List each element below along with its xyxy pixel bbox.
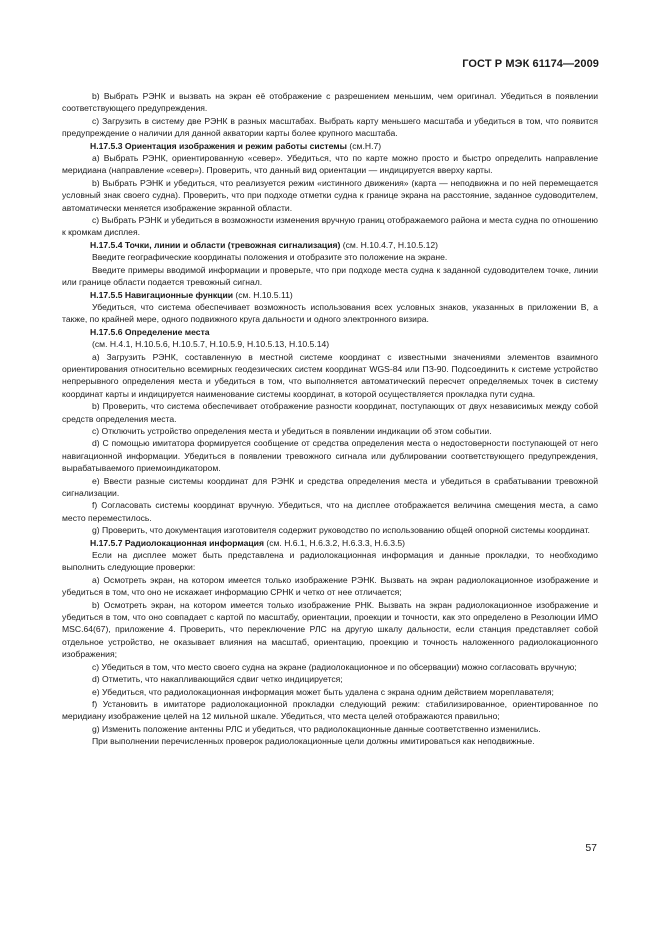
paragraph-text: a) Осмотреть экран, на котором имеется только изображение РЭНК. Вызвать на экран радиолокационное изображение и убедиться в том, что оно не искажает информацию СРНК и четко от нее отличается; — [62, 574, 598, 598]
paragraph — [62, 673, 598, 685]
paragraph — [62, 698, 598, 723]
paragraph-text: c) Выбрать РЭНК и убедиться в возможности изменения вручную границ отображаемого района и места судна по отношению к кромкам дисплея. — [62, 215, 598, 238]
document-body — [62, 90, 598, 748]
section-heading — [62, 239, 598, 251]
paragraph-text: f) Установить в имитаторе радиолокационной прокладки следующий режим: стабилизированное, ориентированное по меридиану изображение целей на 12 мильной шкале. Убедиться, что места целей отображаются правильно; — [62, 698, 598, 722]
paragraph-text: c) Загрузить в систему две РЭНК в разных масштабах. Выбрать карту меньшего масштаба и убедиться в том, что появится предупреждение о наличии для данной акватории карты более крупного масштаба. — [62, 115, 598, 139]
paragraph-text: f) Согласовать системы координат вручную. Убедиться, что на дисплее отображается величина смещения места, а само место переместилось. — [62, 500, 598, 523]
paragraph — [62, 437, 598, 474]
paragraph-text: b) Проверить, что система обеспечивает отображение разности координат, поступающих от двух независимых между собой средств определения места. — [62, 401, 598, 424]
paragraph-text: (см. Н.6.1, Н.6.3.2, Н.6.3.3, Н.6.3.5) — [263, 537, 406, 548]
paragraph — [62, 214, 598, 239]
paragraph-text: b) Выбрать РЭНК и убедиться, что реализуется режим «истинного движения» (карта — неподвижна и по ней перемещается условный знак своего судна). Проверить, что при подходе отметки судна к границе экрана на расстояние, заданное судоводителем, автоматически меняется изображение экранной области. — [62, 177, 598, 213]
paragraph-text: Если на дисплее может быть представлена и радиолокационная информация и данные прокладки, то необходимо выполнить следующие проверки: — [62, 550, 598, 573]
paragraph-text: d) С помощью имитатора формируется сообщение от средства определения места о недостоверности поступающей от него навигационной информации. Убедиться в появлении тревожного сигнала или дублировании соответствующего предупреждения, вырабатываемого приемоиндикатором. — [62, 438, 598, 474]
paragraph — [62, 661, 598, 673]
paragraph-text: g) Проверить, что документация изготовителя содержит руководство по использованию общей опорной системы координат. — [92, 525, 590, 536]
paragraph — [62, 475, 598, 500]
paragraph-text: При выполнении перечисленных проверок радиолокационные цели должны имитироваться как неподвижные. — [92, 736, 535, 747]
paragraph — [62, 338, 598, 350]
section-heading — [62, 537, 598, 549]
paragraph — [62, 90, 598, 115]
paragraph — [62, 301, 598, 326]
section-heading — [62, 140, 598, 152]
paragraph — [62, 499, 598, 524]
section-heading-title: Н.17.5.3 Ориентация изображения и режим работы системы — [90, 140, 348, 151]
paragraph — [62, 549, 598, 574]
section-heading-title: Н.17.5.4 Точки, линии и области (тревожная сигнализация) — [90, 239, 341, 250]
paragraph-text: a) Загрузить РЭНК, составленную в местной системе координат с известными значениями элементов взаимного ориентирования относительно всемирных геодезических систем координат WGS-84 или ПЗ-90. Подсоединить к системе устройство непрерывного определения места и убедиться в том, что выполняется автоматический пересчет определяемых точек в систему координат карты и индицируется наименование системы координат, в которой осуществляется прокладка пути судна. — [62, 351, 598, 399]
paragraph — [62, 686, 598, 698]
paragraph — [62, 400, 598, 425]
paragraph — [62, 599, 598, 661]
paragraph-text: d) Отметить, что накапливающийся сдвиг четко индицируется; — [92, 674, 343, 685]
paragraph-text: g) Изменить положение антенны РЛС и убедиться, что радиолокационные данные соответственно изменились. — [92, 723, 541, 734]
standard-header: ГОСТ Р МЭК 61174—2009 — [462, 58, 599, 70]
paragraph — [62, 264, 598, 289]
paragraph — [62, 152, 598, 177]
paragraph-text: c) Убедиться в том, что место своего судна на экране (радиолокационное и по обсервации) можно согласовать вручную; — [92, 661, 577, 672]
paragraph-text: b) Осмотреть экран, на котором имеется только изображение РНК. Вызвать на экран радиолокационное изображение и убедиться в том, что оно совпадает с картой по масштабу, ориентации, проекции и точности, как это определено в Резолюции ИМО MSC.64(67), приложение 4. Проверить, что переключение РЛС на другую шкалу дальности, если станция представляет собой отдельное устройство, не оказывает влияния на масштаб, ориентацию, проекцию и точность наложенного радиолокационного изображения; — [62, 599, 598, 660]
paragraph — [62, 251, 598, 263]
paragraph — [62, 177, 598, 214]
section-heading — [62, 289, 598, 301]
paragraph-text: (см. Н.10.4.7, Н.10.5.12) — [340, 239, 438, 250]
paragraph — [62, 425, 598, 437]
paragraph-text: (см.Н.7) — [347, 140, 382, 151]
paragraph-text: (см. Н.10.5.11) — [233, 289, 293, 300]
paragraph-text: e) Ввести разные системы координат для РЭНК и средства определения места и убедиться в срабатывании тревожной сигнализации. — [62, 475, 598, 498]
section-heading-title: Н.17.5.7 Радиолокационная информация — [90, 537, 264, 548]
paragraph-text: b) Выбрать РЭНК и вызвать на экран её отображение с разрешением меньшим, чем оригинал. Убедиться в появлении соответствующего предупреждения. — [62, 91, 598, 114]
paragraph-text: e) Убедиться, что радиолокационная информация может быть удалена с экрана одним действием мореплавателя; — [92, 686, 554, 697]
paragraph — [62, 351, 598, 401]
paragraph-text: (см. Н.4.1, Н.10.5.6, Н.10.5.7, Н.10.5.9, Н.10.5.13, Н.10.5.14) — [92, 339, 330, 350]
paragraph — [62, 723, 598, 735]
page-number: 57 — [585, 842, 597, 854]
section-heading-title: Н.17.5.6 Определение места — [90, 326, 210, 337]
paragraph — [62, 115, 598, 140]
paragraph-text: Введите географические координаты положения и отобразите это положение на экране. — [92, 252, 448, 263]
paragraph — [62, 524, 598, 536]
paragraph-text: a) Выбрать РЭНК, ориентированную «север». Убедиться, что по карте можно просто и быстро определить направление меридиана (направление «север»). Проверить, что данный вид ориентации — индицируется вверху карты. — [62, 153, 598, 176]
section-heading — [62, 326, 598, 338]
paragraph-text: Убедиться, что система обеспечивает возможность использования всех условных знаков, указанных в приложении В, а также, по крайней мере, одного подвижного круга дальности и одного электронного визира. — [62, 301, 598, 325]
paragraph-text: Введите примеры вводимой информации и проверьте, что при подходе места судна к заданной судоводителем точке, линии или границе области подается тревожный сигнал. — [62, 264, 598, 288]
paragraph — [62, 574, 598, 599]
paragraph-text: c) Отключить устройство определения места и убедиться в появлении индикации об этом событии. — [92, 425, 492, 436]
section-heading-title: Н.17.5.5 Навигационные функции — [90, 289, 234, 300]
paragraph — [62, 735, 598, 747]
